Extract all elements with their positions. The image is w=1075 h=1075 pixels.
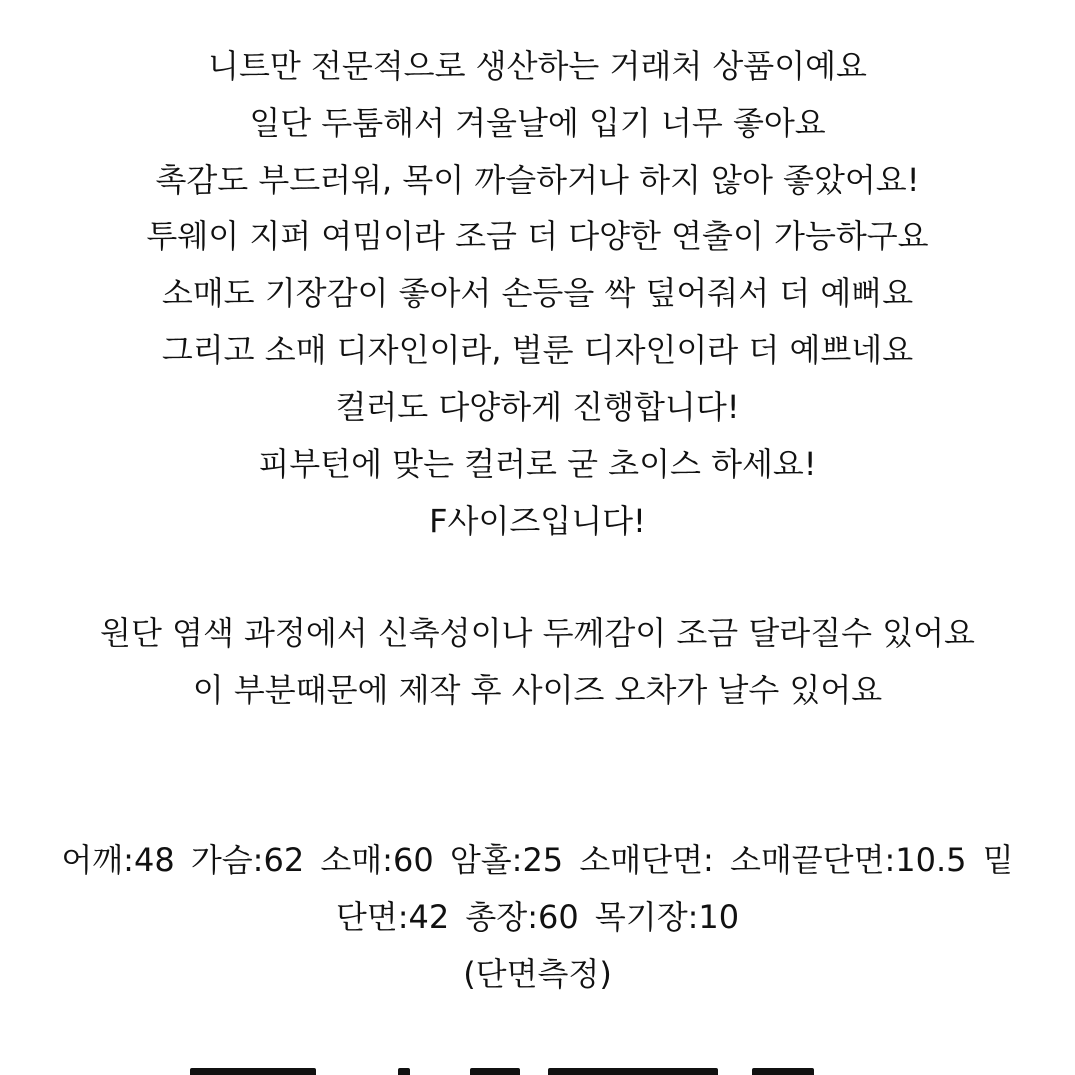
description-line-3: 촉감도 부드러워, 목이 까슬하거나 하지 않아 좋았어요!	[155, 161, 920, 199]
measurements-line-1: 어깨:48 가슴:62 소매:60 암홀:25 소매단면: 소매끝단면:10.5 밑	[61, 841, 1014, 879]
description-line-1: 니트만 전문적으로 생산하는 거래처 상품이예요	[208, 47, 867, 85]
description-line-8: 피부턴에 맞는 컬러로 굳 초이스 하세요!	[258, 445, 817, 483]
description-line-6: 그리고 소매 디자인이라, 벌룬 디자인이라 더 예쁘네요	[161, 331, 914, 369]
notice-line-2: 이 부분때문에 제작 후 사이즈 오차가 날수 있어요	[192, 671, 883, 709]
notice-line-1: 원단 염색 과정에서 신축성이나 두께감이 조금 달라질수 있어요	[100, 614, 975, 652]
description-line-4: 투웨이 지퍼 여밈이라 조금 더 다양한 연출이 가능하구요	[146, 217, 929, 255]
measurement-note: (단면측정)	[463, 955, 612, 993]
size-info-line: F사이즈입니다!	[429, 502, 646, 540]
description-line-2: 일단 두툼해서 겨울날에 입기 너무 좋아요	[249, 104, 826, 142]
description-line-7: 컬러도 다양하게 진행합니다!	[335, 388, 740, 426]
description-line-5: 소매도 기장감이 좋아서 손등을 싹 덮어줘서 더 예뻐요	[161, 274, 914, 312]
measurements-line-2: 단면:42 총장:60 목기장:10	[335, 898, 740, 936]
cut-off-text-row	[0, 1060, 1075, 1075]
